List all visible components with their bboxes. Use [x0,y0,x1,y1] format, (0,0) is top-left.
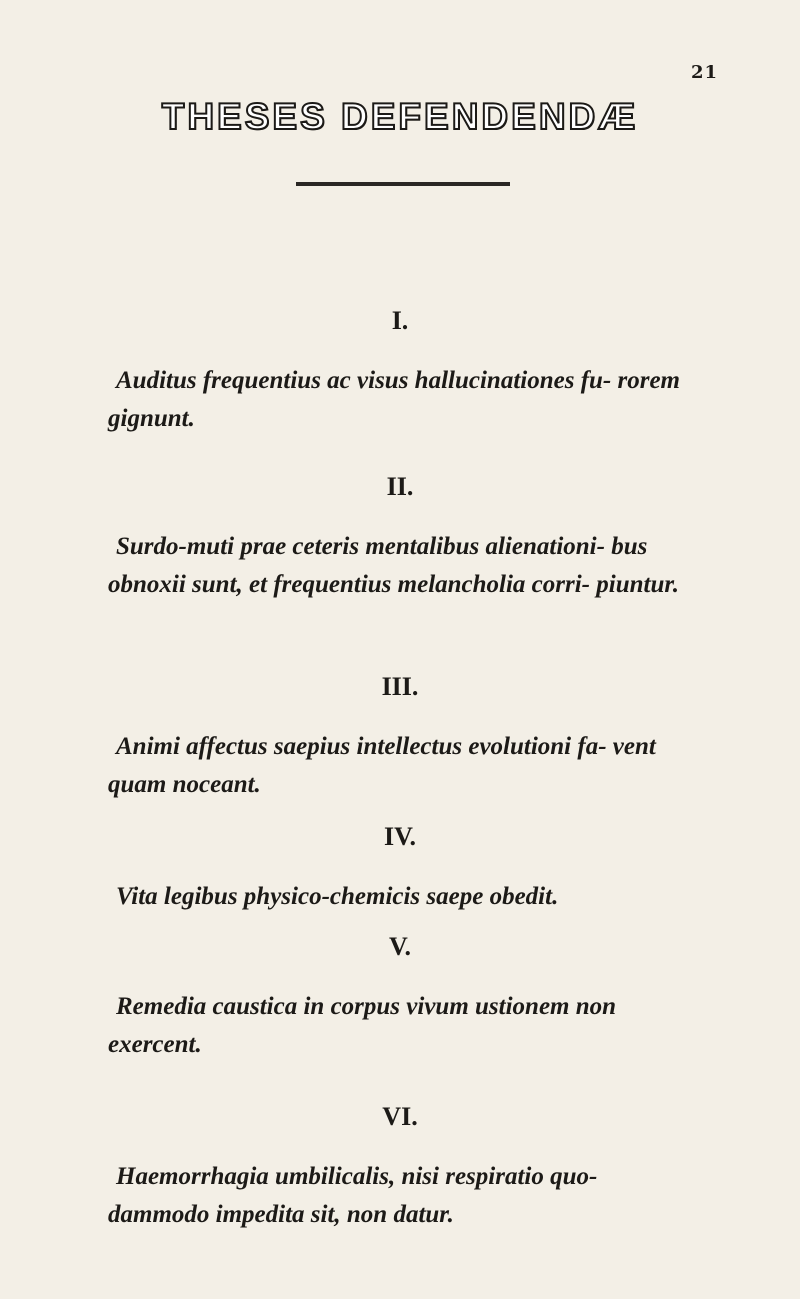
thesis-1 [0,306,800,438]
heading-rule [296,182,510,186]
thesis-numeral: III. [381,672,419,701]
page-number: 21 [690,62,718,83]
thesis-text: Vita legibus physico-chemicis saepe obedit. [116,883,559,910]
thesis-text: Remedia caustica in corpus vivum ustionem non exercent. [108,993,617,1058]
thesis-2 [0,472,800,604]
thesis-numeral: I. [391,306,409,335]
page-heading: THESES DEFENDENDÆ [161,96,639,137]
thesis-numeral: V. [389,932,411,961]
thesis-3 [0,672,800,804]
thesis-numeral: VI. [382,1102,418,1131]
thesis-text: Auditus frequentius ac visus hallucinationes fu- rorem gignunt. [108,367,681,432]
thesis-5 [0,932,800,1064]
thesis-text: Animi affectus saepius intellectus evolutioni fa- vent quam noceant. [108,733,656,798]
thesis-numeral: IV. [383,822,417,851]
thesis-4 [0,822,800,916]
thesis-numeral: II. [386,472,414,501]
thesis-6 [0,1102,800,1234]
thesis-text: Surdo-muti prae ceteris mentalibus alienationi- bus obnoxii sunt, et frequentius melancholia corri- piuntur. [108,533,679,598]
thesis-text: Haemorrhagia umbilicalis, nisi respiratio quo- dammodo impedita sit, non datur. [108,1163,598,1228]
